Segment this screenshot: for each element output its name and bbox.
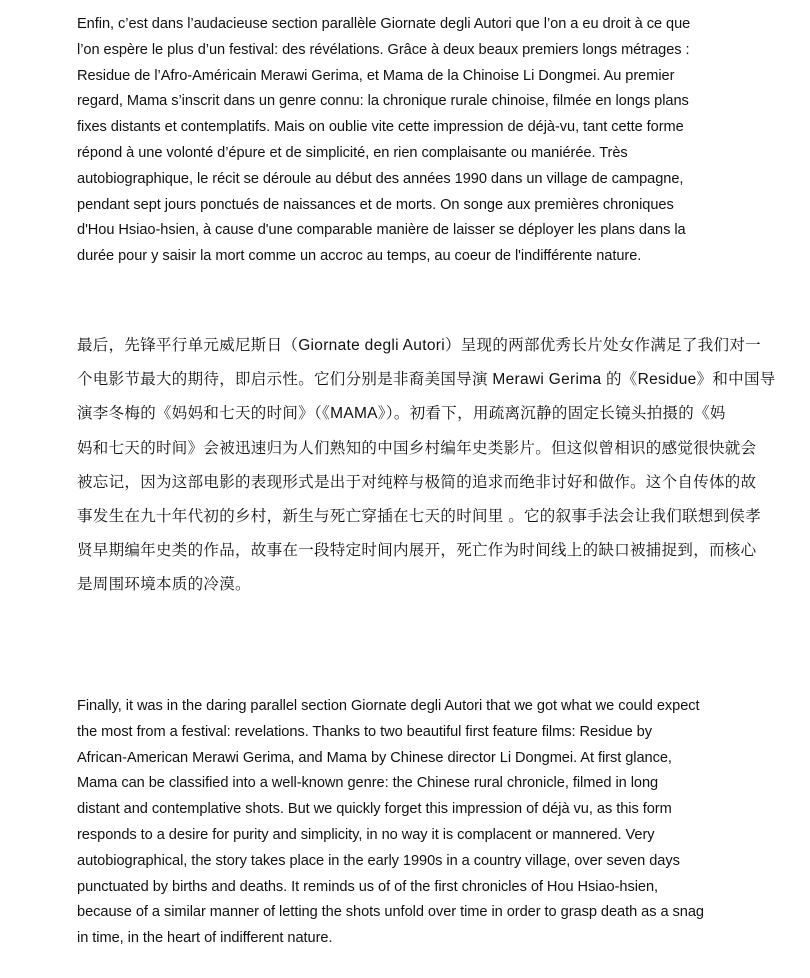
paragraph-chinese <box>77 329 776 603</box>
text-line: regard, Mama s’inscrit dans un genre connu: la chronique rurale chinoise, filmée en longs plans <box>77 93 689 110</box>
text-line: durée pour y saisir la mort comme un accroc au temps, au coeur de l'indifférente nature. <box>77 248 642 265</box>
text-line: 贤早期编年史类的作品，故事在一段特定时间内展开，死亡作为时间线上的缺口被捕捉到，而核心 <box>77 542 757 560</box>
paragraph-french <box>77 12 690 270</box>
text-line: distant and contemplative shots. But we quickly forget this impression of déjà vu, as this form <box>77 801 672 818</box>
text-line: autobiographical, the story takes place in the early 1990s in a country village, over seven days <box>77 852 680 869</box>
text-line: 妈和七天的时间》会被迅速归为人们熟知的中国乡村编年史类影片。但这似曾相识的感觉很快就会 <box>77 439 757 457</box>
text-line: Finally, it was in the daring parallel section Giornate degli Autori that we got what we could expect <box>77 698 700 714</box>
text-line: répond à une volonté d’épure et de simplicité, en rien complaisante ou maniérée. Très <box>77 144 628 161</box>
text-line: Mama can be classified into a well-known genre: the Chinese rural chronicle, filmed in long <box>77 775 659 792</box>
text-line: 被忘记，因为这部电影的表现形式是出于对纯粹与极简的追求而绝非讨好和做作。这个自传体的故 <box>77 473 757 491</box>
paragraph-english <box>77 694 704 952</box>
text-line: autobiographique, le récit se déroule au début des années 1990 dans un village de campagne, <box>77 170 684 187</box>
text-line: punctuated by births and deaths. It reminds us of of the first chronicles of Hou Hsiao-hsien, <box>77 878 659 895</box>
text-line: responds to a desire for purity and simplicity, in no way it is complacent or mannered. Very <box>77 826 655 843</box>
text-line: d'Hou Hsiao-hsien, à cause d'une comparable manière de laisser se déployer les plans dans la <box>77 222 686 239</box>
text-line: fixes distants et contemplatifs. Mais on oublie vite cette impression de déjà-vu, tant cette forme <box>77 119 684 136</box>
text-line: Enfin, c’est dans l’audacieuse section parallèle Giornate degli Autori que l’on a eu droit à ce que <box>77 16 691 32</box>
text-line: 事发生在九十年代初的乡村，新生与死亡穿插在七天的时间里 。它的叙事手法会让我们联想到侯孝 <box>77 508 762 526</box>
text-line: Residue de l’Afro-Américain Merawi Gerima, et Mama de la Chinoise Li Dongmei. Au premier <box>77 67 675 84</box>
text-line: in time, in the heart of indifferent nature. <box>77 930 333 947</box>
text-line: African-American Merawi Gerima, and Mama by Chinese director Li Dongmei. At first glance, <box>77 749 672 766</box>
text-line: 最后，先锋平行单元威尼斯日（Giornate degli Autori）呈现的两部优秀长片处女作满足了我们对一 <box>77 337 761 354</box>
text-line: 演李冬梅的《妈妈和七天的时间》（《MAMA》）。初看下，用疏离沉静的固定长镜头拍摄的《妈 <box>77 405 726 423</box>
text-line: 个电影节最大的期待，即启示性。它们分别是非裔美国导演 Merawi Gerima 的《Residue》和中国导 <box>77 371 776 389</box>
text-line: 是周围环境本质的冷漠。 <box>77 576 251 594</box>
text-line: because of a similar manner of letting the shots unfold over time in order to grasp death as a snag <box>77 904 704 921</box>
text-line: pendant sept jours ponctués de naissances et de morts. On songe aux premières chroniques <box>77 196 674 213</box>
text-line: l’on espère le plus d’un festival: des révélations. Grâce à deux beaux premiers longs métrages : <box>77 41 690 58</box>
text-line: the most from a festival: revelations. Thanks to two beautiful first feature films: Residue by <box>77 723 652 740</box>
